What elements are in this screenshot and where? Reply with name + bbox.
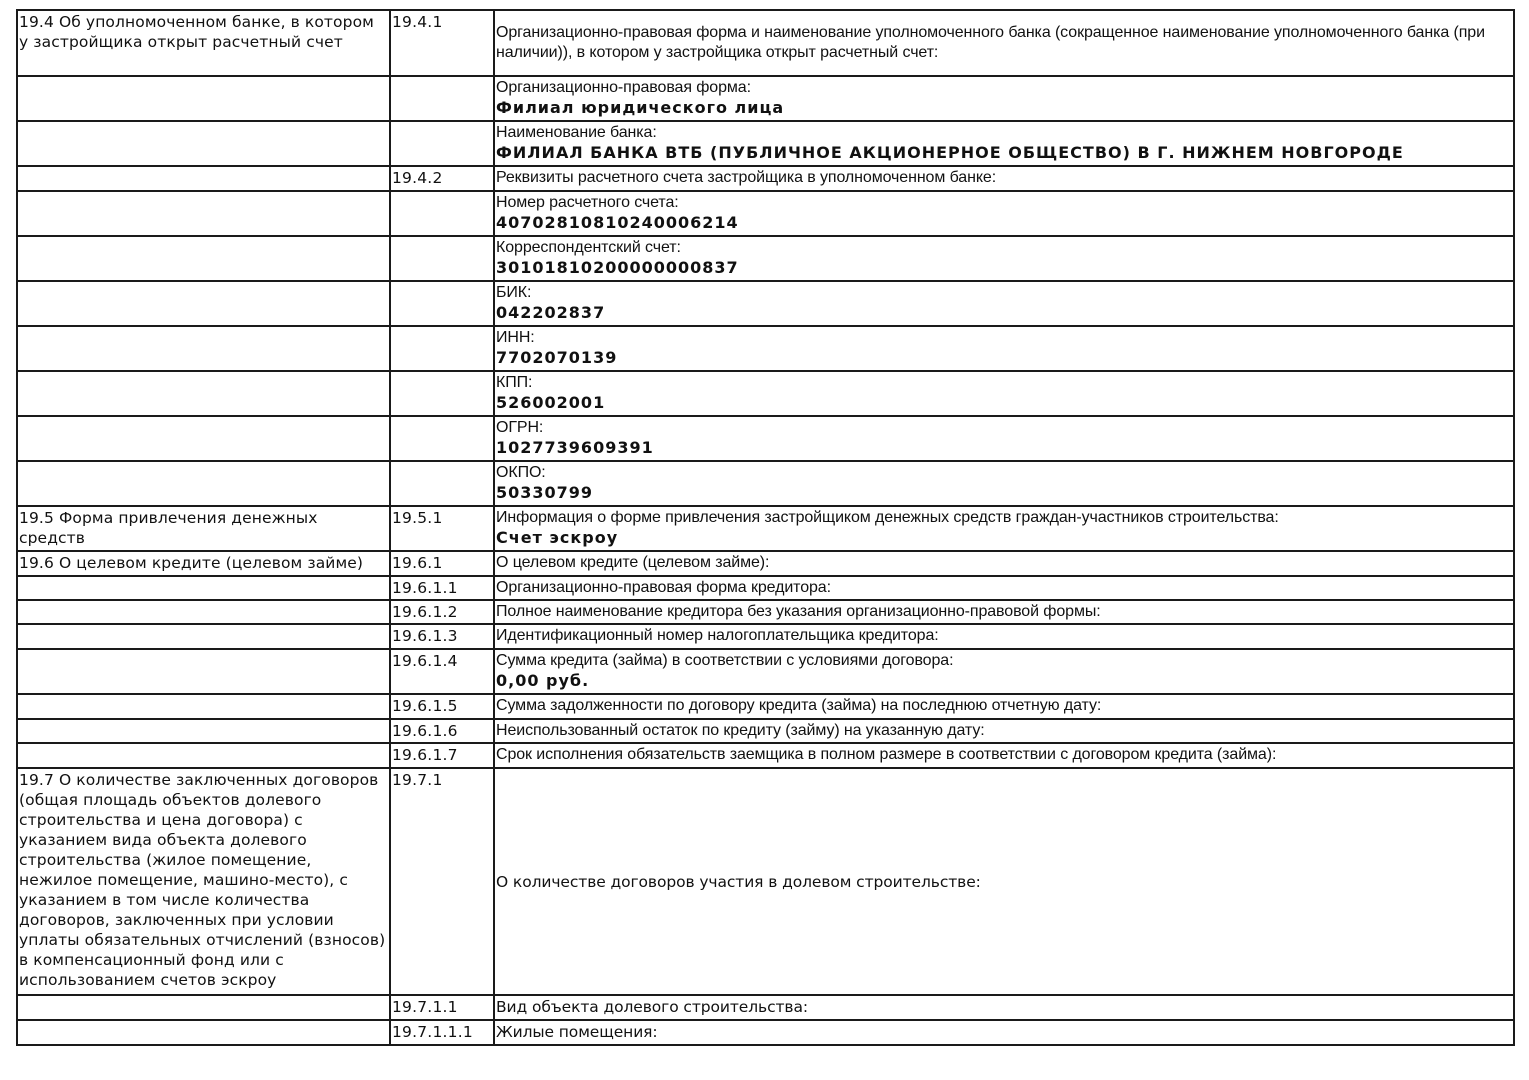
item-value: 50330799 (496, 483, 594, 502)
item-code: 19.6.1.6 (390, 719, 494, 743)
section-title: 19.5 Форма привлечения денежных средств (17, 506, 390, 551)
section-title: 19.6 О целевом кредите (целевом займе) (17, 551, 390, 576)
item-code: 19.6.1.7 (390, 743, 494, 768)
item-content (494, 191, 1514, 236)
item-code: 19.4.2 (390, 166, 494, 191)
item-value: 1027739609391 (496, 438, 654, 457)
section-title (17, 743, 390, 768)
table-row (17, 191, 1514, 236)
item-content (494, 76, 1514, 121)
item-content (494, 624, 1514, 649)
table-row (17, 461, 1514, 506)
item-label: КПП: (496, 374, 533, 391)
developer-declaration-table (16, 9, 1515, 1046)
section-title (17, 326, 390, 371)
item-value: 042202837 (496, 303, 606, 322)
section-title (17, 191, 390, 236)
item-label: Организационно-правовая форма и наименование уполномоченного банка (сокращенное наименование уполномоченного банка (при наличии)), в котором у застройщика открыт расчетный счет: (496, 24, 1485, 61)
section-title (17, 649, 390, 694)
item-label: О целевом кредите (целевом займе): (496, 554, 770, 571)
item-code (390, 326, 494, 371)
item-code: 19.7.1.1 (390, 995, 494, 1020)
table-row (17, 416, 1514, 461)
item-content (494, 768, 1514, 995)
item-value: 7702070139 (496, 348, 618, 367)
item-code: 19.6.1.3 (390, 624, 494, 649)
section-title (17, 461, 390, 506)
item-content (494, 166, 1514, 191)
section-title: 19.4 Об уполномоченном банке, в котором у застройщика открыт расчетный счет (17, 10, 390, 76)
item-content (494, 719, 1514, 743)
item-content (494, 416, 1514, 461)
item-content (494, 326, 1514, 371)
item-content (494, 236, 1514, 281)
item-label: Полное наименование кредитора без указания организационно-правовой формы: (496, 603, 1101, 620)
item-label: Организационно-правовая форма кредитора: (496, 579, 831, 596)
item-label: ОГРН: (496, 419, 544, 436)
item-content (494, 281, 1514, 326)
item-code: 19.7.1 (390, 768, 494, 995)
item-content (494, 121, 1514, 166)
item-code: 19.6.1.2 (390, 600, 494, 624)
item-code: 19.7.1.1.1 (390, 1020, 494, 1045)
item-content (494, 1020, 1514, 1045)
item-content (494, 551, 1514, 576)
item-content (494, 506, 1514, 551)
section-title (17, 281, 390, 326)
item-label: О количестве договоров участия в долевом строительстве: (496, 872, 981, 891)
table-row (17, 551, 1514, 576)
item-content (494, 461, 1514, 506)
section-title (17, 624, 390, 649)
table-row (17, 281, 1514, 326)
item-content (494, 371, 1514, 416)
item-label: Жилые помещения: (496, 1023, 658, 1041)
item-label: Корреспондентский счет: (496, 239, 681, 256)
table-row (17, 600, 1514, 624)
table-row (17, 719, 1514, 743)
item-value: 526002001 (496, 393, 606, 412)
item-label: Организационно-правовая форма: (496, 79, 751, 96)
section-title (17, 995, 390, 1020)
item-code (390, 236, 494, 281)
item-label: Сумма кредита (займа) в соответствии с условиями договора: (496, 652, 954, 669)
table-row (17, 121, 1514, 166)
table-row (17, 1020, 1514, 1045)
item-code (390, 76, 494, 121)
section-title (17, 1020, 390, 1045)
item-code: 19.4.1 (390, 10, 494, 76)
table-row (17, 506, 1514, 551)
section-title (17, 576, 390, 600)
item-code (390, 461, 494, 506)
table-row (17, 768, 1514, 995)
item-code (390, 121, 494, 166)
section-title (17, 166, 390, 191)
table-row (17, 326, 1514, 371)
item-label: Сумма задолженности по договору кредита (займа) на последнюю отчетную дату: (496, 697, 1102, 714)
item-content (494, 10, 1514, 76)
item-label: Информация о форме привлечения застройщиком денежных средств граждан-участников строительства: (496, 509, 1279, 526)
item-label: ИНН: (496, 329, 535, 346)
item-code (390, 191, 494, 236)
table-row (17, 371, 1514, 416)
item-label: Идентификационный номер налогоплательщика кредитора: (496, 627, 939, 644)
item-label: Неиспользованный остаток по кредиту (займу) на указанную дату: (496, 722, 985, 739)
item-label: БИК: (496, 284, 532, 301)
item-value: 30101810200000000837 (496, 258, 739, 277)
item-value: ФИЛИАЛ БАНКА ВТБ (ПУБЛИЧНОЕ АКЦИОНЕРНОЕ ОБЩЕСТВО) В Г. НИЖНЕМ НОВГОРОДЕ (496, 143, 1404, 162)
item-code (390, 281, 494, 326)
table-row (17, 166, 1514, 191)
item-code: 19.6.1.1 (390, 576, 494, 600)
table-row (17, 649, 1514, 694)
section-title (17, 76, 390, 121)
section-title (17, 719, 390, 743)
item-label: Наименование банка: (496, 124, 657, 141)
item-label: Реквизиты расчетного счета застройщика в уполномоченном банке: (496, 169, 997, 186)
table-row (17, 995, 1514, 1020)
item-code (390, 416, 494, 461)
table-row (17, 76, 1514, 121)
table-row (17, 624, 1514, 649)
item-content (494, 576, 1514, 600)
item-label: Номер расчетного счета: (496, 194, 679, 211)
item-code: 19.6.1 (390, 551, 494, 576)
item-label: ОКПО: (496, 464, 546, 481)
item-code: 19.5.1 (390, 506, 494, 551)
item-label: Вид объекта долевого строительства: (496, 998, 808, 1016)
item-content (494, 743, 1514, 768)
section-title (17, 694, 390, 719)
item-value: 40702810810240006214 (496, 213, 739, 232)
item-content (494, 694, 1514, 719)
section-title: 19.7 О количестве заключенных договоров (общая площадь объектов долевого строительства и цена договора) с указанием вида объекта долевого строительства (жилое помещение, нежилое помещение, машино-место), с указанием в том числе количества договоров, заключенных при условии уплаты обязательных отчислений (взносов) в компенсационный фонд или с использованием счетов эскроу (17, 768, 390, 995)
item-value: Счет эскроу (496, 528, 619, 547)
item-label: Срок исполнения обязательств заемщика в полном размере в соответствии с договором кредита (займа): (496, 746, 1277, 763)
table-row (17, 236, 1514, 281)
table-row (17, 694, 1514, 719)
section-title (17, 416, 390, 461)
section-title (17, 600, 390, 624)
item-content (494, 649, 1514, 694)
table-row (17, 10, 1514, 76)
item-content (494, 995, 1514, 1020)
item-code: 19.6.1.4 (390, 649, 494, 694)
item-value: Филиал юридического лица (496, 98, 785, 117)
table-row (17, 576, 1514, 600)
section-title (17, 371, 390, 416)
item-content (494, 600, 1514, 624)
item-value: 0,00 руб. (496, 671, 590, 690)
section-title (17, 236, 390, 281)
item-code: 19.6.1.5 (390, 694, 494, 719)
section-title (17, 121, 390, 166)
table-row (17, 743, 1514, 768)
item-code (390, 371, 494, 416)
